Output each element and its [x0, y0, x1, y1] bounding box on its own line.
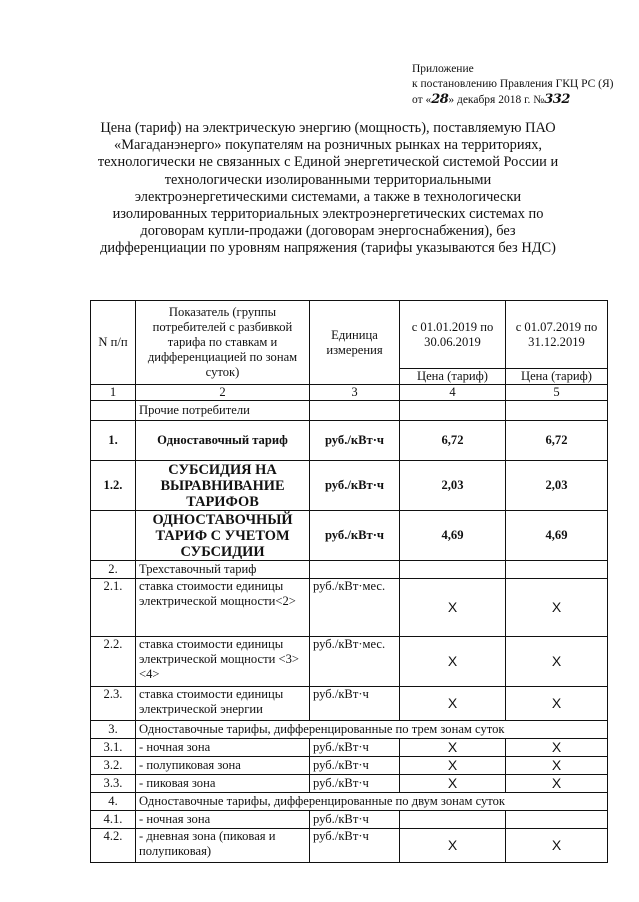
header-row	[91, 301, 608, 369]
column-number: 1	[91, 385, 136, 401]
row-unit: руб./кВт·мес.	[310, 637, 400, 687]
row-value-2: X	[506, 739, 608, 757]
column-number: 2	[136, 385, 310, 401]
row-value-2: 2,03	[506, 461, 608, 511]
row-value-1: 2,03	[400, 461, 506, 511]
appendix-date-middle: » декабря 2018 г. №	[448, 94, 545, 106]
row-unit: руб./кВт·ч	[310, 811, 400, 829]
row-number: 4.1.	[91, 811, 136, 829]
row-unit: руб./кВт·мес.	[310, 579, 400, 637]
section-other-consumers: Прочие потребители	[136, 401, 310, 421]
row-value-2: X	[506, 637, 608, 687]
table-row	[91, 829, 608, 863]
document-heading: Цена (тариф) на электрическую энергию (мощность), поставляемую ПАО «Магаданэнерго» покупателям на розничных рынках на территориях, технологически не связанных с Единой энергетической системой России и технологически изолированными территориальными электроэнергетическими системами, а также в технологически изолированных территориальных электроэнергетических системах по договорам купли-продажи (договорам энергоснабжения), без дифференциации по уровням напряжения (тарифы указываются без НДС)	[97, 120, 559, 257]
row-name: - пиковая зона	[136, 775, 310, 793]
row-value-1: X	[400, 829, 506, 863]
row-value-2: X	[506, 775, 608, 793]
row-number: 3.2.	[91, 757, 136, 775]
header-unit: Единица измерения	[310, 301, 400, 385]
table-row	[91, 721, 608, 739]
column-number: 4	[400, 385, 506, 401]
table-row	[91, 775, 608, 793]
table-row	[91, 561, 608, 579]
appendix-block	[412, 62, 632, 108]
appendix-title: Приложение	[412, 63, 474, 75]
header-indicator: Показатель (группы потребителей с разбивкой тарифа по ставкам и дифференциацией по зонам суток)	[136, 301, 310, 385]
table-row	[91, 461, 608, 511]
row-value-2: 4,69	[506, 511, 608, 561]
column-number-row	[91, 385, 608, 401]
appendix-number-handwritten: 332	[544, 92, 570, 107]
row-name: - ночная зона	[136, 811, 310, 829]
row-name: Одноставочные тарифы, дифференцированные по двум зонам суток	[136, 793, 608, 811]
row-unit: руб./кВт·ч	[310, 461, 400, 511]
row-value-1: X	[400, 687, 506, 721]
header-price-2: Цена (тариф)	[506, 369, 608, 385]
table-row	[91, 687, 608, 721]
table-row	[91, 757, 608, 775]
tariff-table	[90, 300, 608, 863]
appendix-date-line	[412, 92, 632, 108]
row-unit: руб./кВт·ч	[310, 687, 400, 721]
table-row	[91, 511, 608, 561]
row-name: Одноставочные тарифы, дифференцированные по трем зонам суток	[136, 721, 608, 739]
row-value-2	[506, 811, 608, 829]
row-name: ставка стоимости единицы электрической мощности<2>	[136, 579, 310, 637]
appendix-resolution: к постановлению Правления ГКЦ РС (Я)	[412, 78, 614, 90]
header-num: N п/п	[91, 301, 136, 385]
row-value-2: X	[506, 579, 608, 637]
table-row	[91, 421, 608, 461]
row-unit: руб./кВт·ч	[310, 757, 400, 775]
table-row	[91, 637, 608, 687]
appendix-date-prefix: от «	[412, 94, 432, 106]
row-number: 1.2.	[91, 461, 136, 511]
row-number: 3.1.	[91, 739, 136, 757]
table-row	[91, 739, 608, 757]
row-name: - ночная зона	[136, 739, 310, 757]
appendix-day-handwritten: 28	[431, 92, 449, 107]
row-number: 2.1.	[91, 579, 136, 637]
row-unit: руб./кВт·ч	[310, 511, 400, 561]
row-number: 4.2.	[91, 829, 136, 863]
row-name: ставка стоимости единицы электрической энергии	[136, 687, 310, 721]
row-number: 1.	[91, 421, 136, 461]
row-name: СУБСИДИЯ НА ВЫРАВНИВАНИЕ ТАРИФОВ	[136, 461, 310, 511]
row-unit: руб./кВт·ч	[310, 775, 400, 793]
row-value-1: X	[400, 757, 506, 775]
row-number: 2.3.	[91, 687, 136, 721]
row-number: 3.3.	[91, 775, 136, 793]
header-price-1: Цена (тариф)	[400, 369, 506, 385]
row-unit: руб./кВт·ч	[310, 829, 400, 863]
row-unit: руб./кВт·ч	[310, 421, 400, 461]
row-name: ОДНОСТАВОЧНЫЙ ТАРИФ С УЧЕТОМ СУБСИДИИ	[136, 511, 310, 561]
row-value-1: X	[400, 739, 506, 757]
row-value-1: 6,72	[400, 421, 506, 461]
row-name: ставка стоимости единицы электрической мощности <3><4>	[136, 637, 310, 687]
row-name: Одноставочный тариф	[136, 421, 310, 461]
row-number: 2.	[91, 561, 136, 579]
row-value-2: X	[506, 687, 608, 721]
row-number	[91, 511, 136, 561]
row-value-1: X	[400, 579, 506, 637]
header-period-2: с 01.07.2019 по 31.12.2019	[506, 301, 608, 369]
row-name: - полупиковая зона	[136, 757, 310, 775]
row-number: 3.	[91, 721, 136, 739]
row-value-1: X	[400, 637, 506, 687]
row-number: 2.2.	[91, 637, 136, 687]
row-value-1	[400, 811, 506, 829]
table-row	[91, 579, 608, 637]
row-unit: руб./кВт·ч	[310, 739, 400, 757]
section-row	[91, 401, 608, 421]
row-name: Трехставочный тариф	[136, 561, 310, 579]
row-number: 4.	[91, 793, 136, 811]
column-number: 3	[310, 385, 400, 401]
row-value-1: X	[400, 775, 506, 793]
column-number: 5	[506, 385, 608, 401]
row-value-1: 4,69	[400, 511, 506, 561]
header-period-1: с 01.01.2019 по 30.06.2019	[400, 301, 506, 369]
row-name: - дневная зона (пиковая и полупиковая)	[136, 829, 310, 863]
row-value-2: 6,72	[506, 421, 608, 461]
row-value-2: X	[506, 829, 608, 863]
table-row	[91, 811, 608, 829]
table-row	[91, 793, 608, 811]
row-value-2: X	[506, 757, 608, 775]
